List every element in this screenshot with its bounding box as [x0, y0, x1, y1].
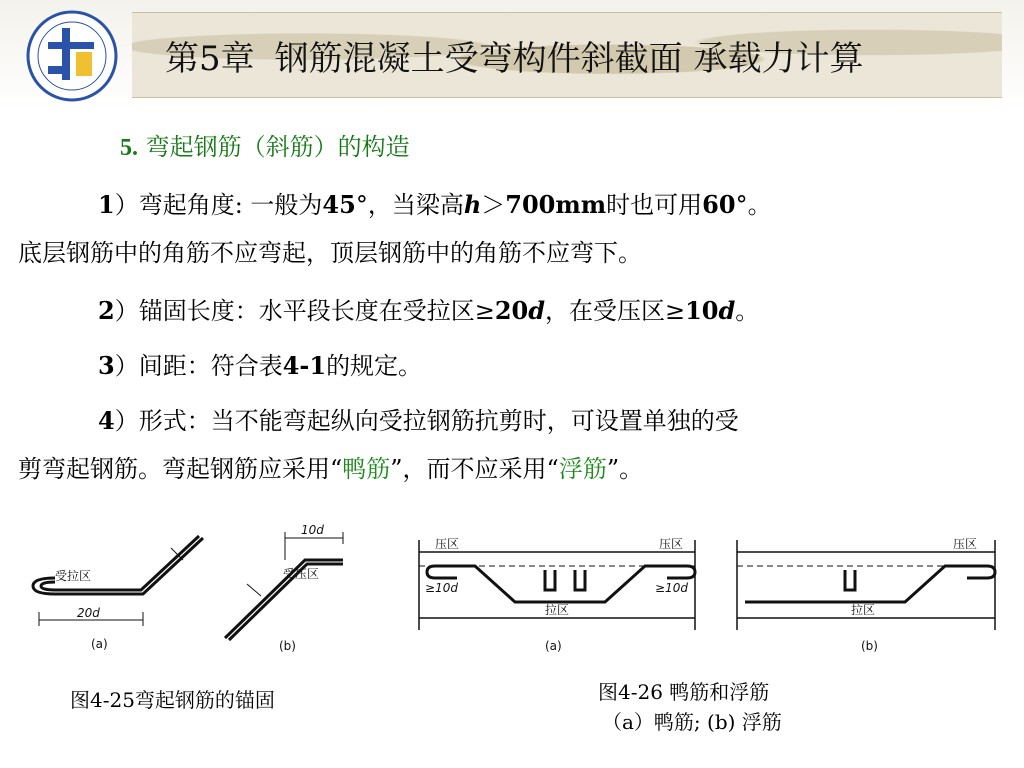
fig26-caption-line2: （a）鸭筋; (b) 浮筋 [602, 710, 782, 734]
page-title [165, 34, 863, 84]
fig26-a-right-dim: ≥10d [655, 581, 688, 595]
chapter-label: 第5章 [165, 39, 255, 79]
fig26-sub-a: (a) [545, 639, 562, 653]
fig25-dim-10d: 10d [301, 523, 324, 537]
duck-bar-hook-right [667, 566, 695, 578]
fig26-a-tension: 拉区 [545, 603, 570, 617]
university-logo [18, 8, 126, 104]
fig25-label-compression: 受压区 [283, 567, 320, 581]
section-heading [120, 127, 410, 162]
fig25-dim-20d: 20d [77, 606, 100, 620]
fig25-sub-a: (a) [91, 637, 108, 651]
figure-4-25 [15, 520, 355, 660]
section-number: 5. [120, 135, 138, 161]
item-1-line-2: 底层钢筋中的角筋不应弯起，顶层钢筋中的角筋不应弯下。 [18, 239, 642, 267]
floating-bar [745, 566, 987, 602]
item-4-line-2: 剪弯起钢筋。弯起钢筋应采用“鸭筋”，而不应采用“浮筋”。 [18, 455, 644, 483]
chapter-title: 钢筋混凝土受弯构件斜截面 承载力计算 [274, 39, 864, 79]
stirrups-a [545, 570, 585, 590]
floating-bar-term: 浮筋 [558, 455, 607, 483]
duck-bar [435, 566, 687, 602]
fig25-caption: 图4-25弯起钢筋的锚固 [70, 688, 275, 712]
fig26-caption-line1: 图4-26 鸭筋和浮筋 [598, 680, 770, 704]
floating-bar-hook [967, 566, 995, 578]
item-1: 1）弯起角度: 一般为45°，当梁高h＞700mm时也可用60°。 [98, 190, 772, 219]
duck-bar-term: 鸭筋 [342, 455, 391, 483]
item-3: 3）间距：符合表4-1的规定。 [98, 351, 423, 380]
duck-bar-hook-left [427, 566, 457, 578]
figure-4-26 [405, 530, 1010, 660]
stirrups-b [845, 570, 855, 590]
fig26-a-left-comp: 压区 [435, 537, 460, 551]
fig26-sub-b: (b) [861, 639, 878, 653]
fig25-sub-b: (b) [279, 639, 296, 653]
fig26-b-comp: 压区 [953, 537, 978, 551]
bent-bar-a [33, 538, 203, 594]
fig26-b-tension: 拉区 [851, 603, 876, 617]
fig26-a-right-comp: 压区 [659, 537, 684, 551]
item-4: 4）形式：当不能弯起纵向受拉钢筋抗剪时，可设置单独的受 [98, 406, 739, 435]
section-heading-text: 弯起钢筋（斜筋）的构造 [145, 133, 410, 161]
fig26-a-left-dim: ≥10d [425, 581, 458, 595]
fig25-label-tension: 受拉区 [55, 569, 92, 583]
item-2: 2）锚固长度：水平段长度在受拉区≥20d，在受压区≥10d。 [98, 296, 760, 325]
